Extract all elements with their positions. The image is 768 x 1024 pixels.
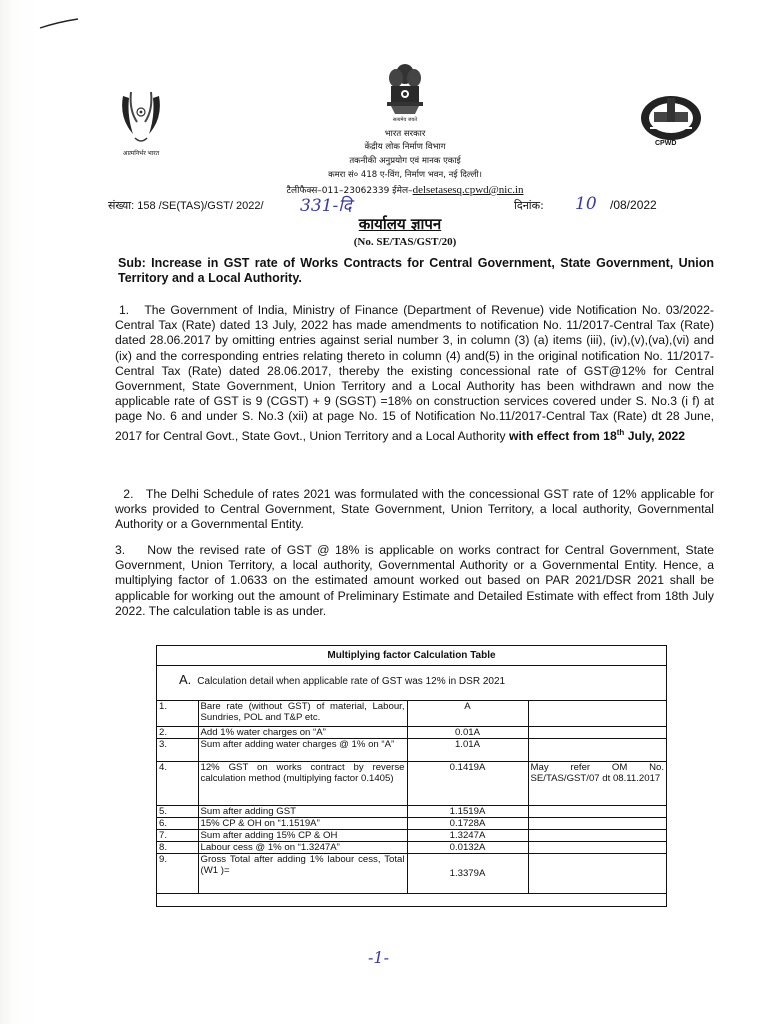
- date-label: दिनांक:: [514, 199, 544, 212]
- table-row: [157, 701, 666, 726]
- row-description: Labour cess @ 1% on “1.3247A”: [198, 841, 407, 853]
- paragraph-2-number: 2.: [123, 487, 134, 501]
- table-row: [157, 761, 666, 805]
- contact-email-link[interactable]: delsetasesq.cpwd@nic.in: [412, 184, 524, 196]
- row-number: 6.: [157, 817, 198, 829]
- row-value: 0.0132A: [407, 841, 528, 853]
- row-number: 4.: [157, 761, 198, 805]
- row-number: 3.: [157, 738, 198, 761]
- row-value: 1.1519A: [407, 805, 528, 817]
- row-remark: [528, 805, 666, 817]
- row-description: 15% CP & OH on “1.1519A”: [198, 817, 407, 829]
- memo-title: कार्यालय ज्ञापन: [358, 215, 442, 233]
- national-emblem-icon: [383, 60, 427, 122]
- paragraph-2: [115, 487, 714, 533]
- table-title: Multiplying factor Calculation Table: [157, 646, 666, 666]
- paragraph-3: [115, 543, 714, 619]
- header-line-unit: तकनीकी अनुप्रयोग एवं मानक एकाई: [349, 156, 461, 166]
- row-number: 5.: [157, 805, 198, 817]
- paragraph-1-effective-date: with effect from 18th July, 2022: [509, 427, 686, 443]
- table-row: [157, 738, 666, 761]
- paragraph-3-text: Now the revised rate of GST @ 18% is applicable on works contract for Central Government, State Government, Union Territory, a local authority, Governmental Authority or a Governmental Entity. Hence, a multiplying factor of 1.0633 on the estimated amount worked out based on PAR 2021/DSR 2021 shall be applicable for working out the amount of Preliminary Estimate and Detailed Estimate with effect from 18th July 2022. The calculation table is as under.: [115, 543, 714, 618]
- header-line-department: केंद्रीय लोक निर्माण विभाग: [364, 142, 446, 152]
- row-number: 1.: [157, 701, 198, 726]
- right-logo-caption: CPWD: [655, 140, 677, 147]
- row-remark: [528, 817, 666, 829]
- section-a-text: Calculation detail when applicable rate of GST was 12% in DSR 2021: [197, 676, 506, 687]
- row-value: 1.01A: [407, 738, 528, 761]
- row-description: Sum after adding GST: [198, 805, 407, 817]
- row-number: 8.: [157, 841, 198, 853]
- pen-stroke-mark: [38, 18, 80, 30]
- table-row: [157, 829, 666, 841]
- row-description: Sum after adding 15% CP & OH: [198, 829, 407, 841]
- row-remark: [528, 726, 666, 738]
- subject-text: Increase in GST rate of Works Contracts for Central Government, State Government, Union Territory and a Local Authority.: [118, 256, 714, 285]
- row-description: 12% GST on works contract by reverse calculation method (multiplying factor 0.1405): [198, 761, 407, 805]
- row-value: 0.1728A: [407, 817, 528, 829]
- row-description: Sum after adding water charges @ 1% on “A”: [198, 738, 407, 761]
- multiplying-factor-table: [156, 645, 667, 907]
- paragraph-3-number: 3.: [115, 543, 126, 557]
- row-remark: May refer OM No. SE/TAS/GST/07 dt 08.11.2017: [528, 761, 666, 805]
- paragraph-2-text: The Delhi Schedule of rates 2021 was formulated with the concessional GST rate of 12% applicable for works provided to Central Government, State Government, Union Territory, a local authority, Governmental Authority or a Governmental Entity.: [115, 487, 714, 532]
- contact-telefax: टैलीफैक्स–011–23062339 ईमेल–: [286, 186, 413, 196]
- table-section-a: [157, 666, 666, 701]
- row-remark: [528, 738, 666, 761]
- row-number: 2.: [157, 726, 198, 738]
- date-month-year: /08/2022: [610, 198, 657, 212]
- row-value: 0.01A: [407, 726, 528, 738]
- subject-label: Sub:: [118, 256, 146, 270]
- memo-number: (No. SE/TAS/GST/20): [353, 236, 457, 248]
- date-day-handwritten: 10: [575, 194, 597, 214]
- row-description: Bare rate (without GST) of material, Labour, Sundries, POL and T&P etc.: [198, 701, 407, 726]
- table-row: [157, 726, 666, 738]
- row-value: A: [407, 701, 528, 726]
- table-row: [157, 817, 666, 829]
- paragraph-1-number: 1.: [119, 303, 130, 317]
- table-row: [157, 841, 666, 853]
- header-line-govt: भारत सरकार: [384, 129, 426, 139]
- paragraph-1: [115, 303, 714, 444]
- calculation-rows: [157, 701, 666, 894]
- row-number: 7.: [157, 829, 198, 841]
- row-value: 1.3247A: [407, 829, 528, 841]
- reference-number: संख्या: 158 /SE(TAS)/GST/ 2022/: [108, 200, 264, 212]
- header-line-address: कमरा सं० 418 ए-विंग, निर्माण भवन, नई दिल्ली।: [328, 170, 482, 180]
- table-row: [157, 853, 666, 893]
- emblem-caption: सत्यमेव जयते: [392, 117, 418, 123]
- header-line-contact: [180, 183, 630, 196]
- paragraph-1-text: The Government of India, Ministry of Finance (Department of Revenue) vide Notification No. 03/2022- Central Tax (Rate) dated 13 July, 2022 has made amendments to notification No. 11/2017-Central Tax (Rate) dated 28.06.2017 by omitting entries against serial number 3, in column (3) (a) items (iii), (iv),(v),(va),(vi) and (ix) and the corresponding entries relating thereto in column (4) and(5) in the original notification No. 11/2017-Central Tax (Rate) dated 28.06.2017, thereby the existing concessional rate of GST@12% for Central Government, State Government, Union Territory and a Local Authority has been withdrawn and now the applicable rate of GST is 9 (CGST) + 9 (SGST) =18% on construction services covered under S. No.3 (i f) at page No. 6 and under S. No.3 (xii) at page No. 15 of Notification No.11/2017-Central Tax (Rate) dt 28 June, 2017 for Central Govt., State Govt., Union Territory and a Local Authority: [115, 303, 714, 443]
- left-logo-caption: आत्मनिर्भर भारत: [122, 151, 160, 157]
- page-number: -1-: [368, 948, 389, 967]
- section-a-letter: A.: [179, 672, 192, 687]
- row-remark: [528, 701, 666, 726]
- row-value: 0.1419A: [407, 761, 528, 805]
- aatmanirbhar-bharat-logo: [115, 88, 167, 156]
- reference-handwritten: 331-दि: [300, 196, 352, 216]
- row-remark: [528, 853, 666, 893]
- row-number: 9.: [157, 853, 198, 893]
- row-remark: [528, 829, 666, 841]
- row-description: Gross Total after adding 1% labour cess, Total (W1 )=: [198, 853, 407, 893]
- table-row: [157, 805, 666, 817]
- row-value: 1.3379A: [407, 853, 528, 893]
- row-description: Add 1% water charges on “A”: [198, 726, 407, 738]
- row-remark: [528, 841, 666, 853]
- subject-line: [118, 256, 714, 286]
- cpwd-logo: [638, 92, 704, 144]
